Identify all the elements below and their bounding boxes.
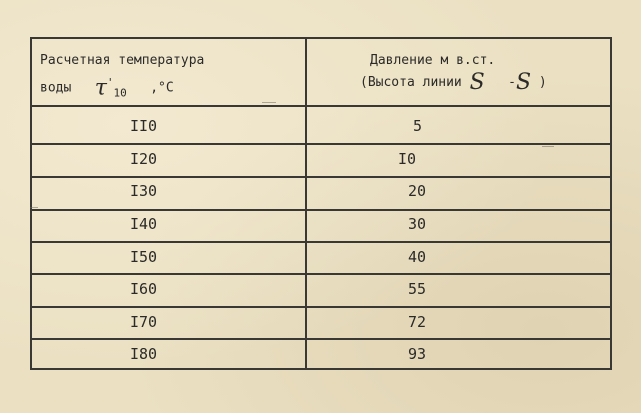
header-pressure-line1: Давление м в.ст. xyxy=(370,53,496,68)
row-divider xyxy=(30,209,612,211)
header-temperature-prefix: воды xyxy=(40,80,72,96)
header-pressure-line2 xyxy=(360,72,547,94)
pressure-cell: 20 xyxy=(408,182,427,200)
pressure-cell: 72 xyxy=(408,313,427,331)
header-pressure-prefix: (Высота линии xyxy=(360,75,462,90)
pressure-cell: 55 xyxy=(408,280,427,298)
temperature-cell: I40 xyxy=(130,215,158,233)
header-pressure-suffix: ) xyxy=(538,75,547,90)
header-temperature xyxy=(40,50,204,104)
row-divider xyxy=(30,273,612,275)
pressure-cell: 93 xyxy=(408,345,427,363)
pressure-cell: 30 xyxy=(408,215,427,233)
tau-subscript: 10 xyxy=(113,86,127,100)
pressure-cell: 5 xyxy=(413,117,423,135)
temperature-cell: I30 xyxy=(130,182,158,200)
header-divider xyxy=(30,105,612,107)
temperature-unit: ,°C xyxy=(150,80,174,96)
pressure-cell: 40 xyxy=(408,248,427,266)
pressure-cell: I0 xyxy=(398,150,417,168)
temperature-cell: I60 xyxy=(130,280,158,298)
tau-symbol: τ xyxy=(94,75,107,101)
header-pressure xyxy=(360,50,547,95)
row-divider xyxy=(30,241,612,243)
print-artifact xyxy=(262,102,276,103)
temperature-cell: I70 xyxy=(130,313,158,331)
s-symbol-a: S xyxy=(469,70,485,95)
row-divider xyxy=(30,143,612,145)
print-artifact xyxy=(542,146,554,147)
print-artifact xyxy=(30,207,38,208)
s-symbol-b: S xyxy=(515,70,532,95)
row-divider xyxy=(30,338,612,340)
column-divider xyxy=(305,37,307,370)
temperature-cell: I80 xyxy=(130,345,158,363)
tau-prime: ' xyxy=(106,76,114,89)
row-divider xyxy=(30,176,612,178)
header-temperature-line2 xyxy=(40,72,204,104)
temperature-cell: I20 xyxy=(130,150,158,168)
row-divider xyxy=(30,306,612,308)
header-temperature-line1: Расчетная температура xyxy=(40,53,205,68)
temperature-cell: I50 xyxy=(130,248,158,266)
temperature-cell: II0 xyxy=(130,117,158,135)
s-dash: - xyxy=(508,75,516,90)
